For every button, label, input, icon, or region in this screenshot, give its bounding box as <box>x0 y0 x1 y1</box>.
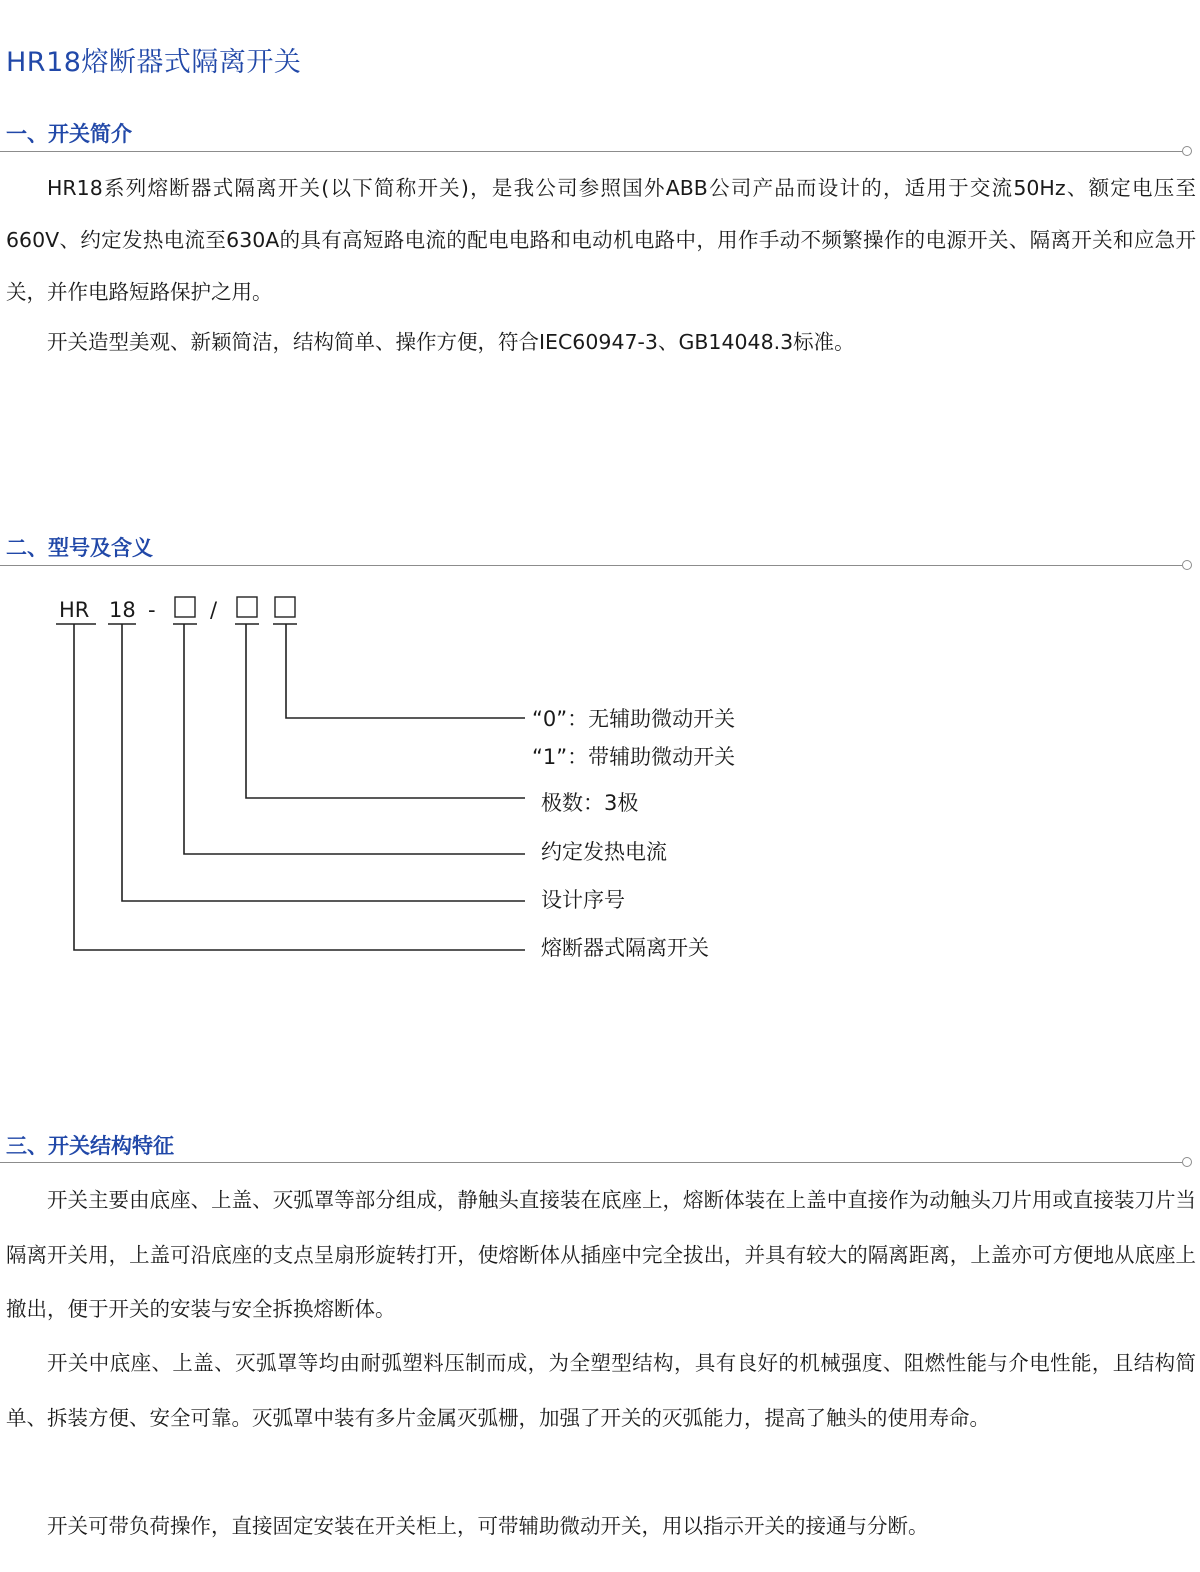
meaning-current: 约定发热电流 <box>541 840 667 864</box>
page-title: HR18熔断器式隔离开关 <box>6 47 302 78</box>
section-divider <box>0 565 1182 566</box>
section-heading-model: 二、型号及含义 <box>6 536 153 560</box>
leader-poles <box>246 624 525 798</box>
code-dash: - <box>148 598 156 622</box>
code-poles-box-icon <box>237 597 257 617</box>
code-slash: / <box>210 598 218 622</box>
structure-paragraph-3: 开关可带负荷操作，直接固定安装在开关柜上，可带辅助微动开关，用以指示开关的接通与分断。 <box>47 1514 929 1538</box>
divider-end-circle-icon <box>1182 146 1192 156</box>
meaning-type: 熔断器式隔离开关 <box>541 936 709 960</box>
intro-paragraph-1: HR18系列熔断器式隔离开关(以下简称开关)，是我公司参照国外ABB公司产品而设计的，适用于交流50Hz、额定电压至660V、约定发热电流至630A的具有高短路电流的配电电路和电动机电路中，用作手动不频繁操作的电源开关、隔离开关和应急开关，并作电路短路保护之用。 <box>6 176 1196 304</box>
leader-current <box>184 624 525 854</box>
code-series: 18 <box>109 598 136 622</box>
code-aux-box-icon <box>275 597 295 617</box>
model-code-diagram <box>0 585 800 975</box>
section-heading-structure: 三、开关结构特征 <box>6 1134 174 1158</box>
divider-end-circle-icon <box>1182 560 1192 570</box>
structure-paragraph-2: 开关中底座、上盖、灭弧罩等均由耐弧塑料压制而成，为全塑型结构，具有良好的机械强度、阻燃性能与介电性能，且结构简单、拆装方便、安全可靠。灭弧罩中装有多片金属灭弧栅，加强了开关的灭弧能力，提高了触头的使用寿命。 <box>6 1351 1196 1430</box>
meaning-poles: 极数：3极 <box>541 791 639 815</box>
section-heading-intro: 一、开关简介 <box>6 122 132 146</box>
structure-paragraph-1: 开关主要由底座、上盖、灭弧罩等部分组成，静触头直接装在底座上，熔断体装在上盖中直接作为动触头刀片用或直接装刀片当隔离开关用，上盖可沿底座的支点呈扇形旋转打开，使熔断体从插座中完全拔出，并具有较大的隔离距离，上盖亦可方便地从底座上撤出，便于开关的安装与安全拆换熔断体。 <box>6 1188 1196 1321</box>
leader-design <box>122 624 525 901</box>
meaning-design: 设计序号 <box>541 888 625 912</box>
section-divider <box>0 151 1182 152</box>
meaning-aux-0: “0”：无辅助微动开关 <box>532 707 736 731</box>
intro-paragraph-2: 开关造型美观、新颖简洁，结构简单、操作方便，符合IEC60947-3、GB14048.3标准。 <box>47 330 855 354</box>
leader-aux <box>286 624 525 718</box>
code-current-box-icon <box>175 597 195 617</box>
divider-end-circle-icon <box>1182 1157 1192 1167</box>
section-divider <box>0 1162 1182 1163</box>
meaning-aux-1: “1”：带辅助微动开关 <box>532 745 736 769</box>
code-prefix: HR <box>59 598 90 622</box>
